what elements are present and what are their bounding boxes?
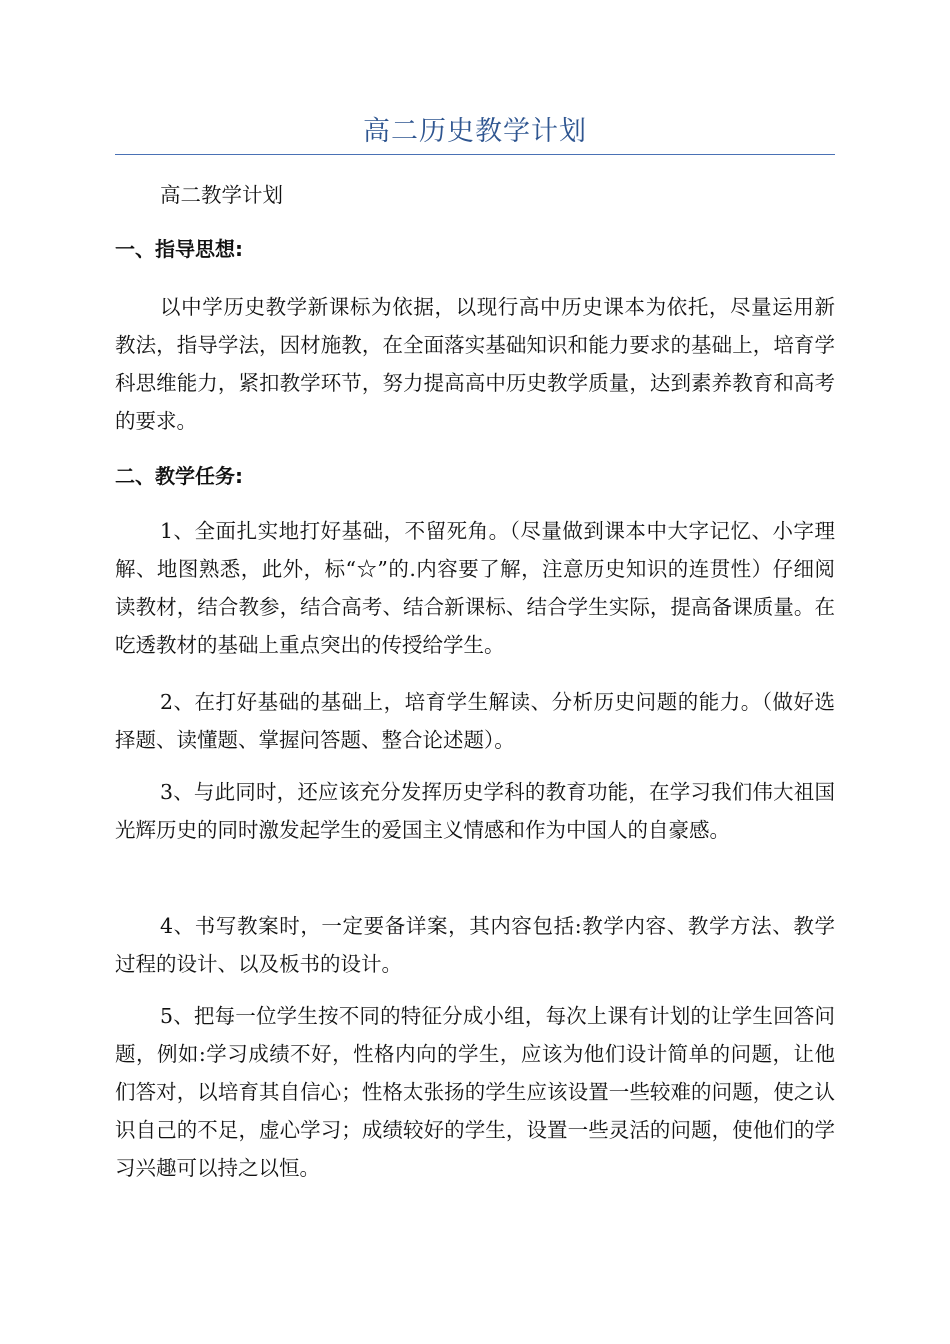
section-heading-teaching-tasks: 二、教学任务: bbox=[115, 464, 243, 488]
document-title: 高二历史教学计划 bbox=[363, 116, 587, 147]
task-item: 5、把每一位学生按不同的特征分成小组，每次上课有计划的让学生回答问题，例如:学习成绩不好，性格内向的学生，应该为他们设计简单的问题，让他们答对，以培育其自信心；性格太张扬的学生应该设置一些较难的问题，使之认识自己的不足，虚心学习；成绩较好的学生，设置一些灵活的问题，使他们的学习兴趣可以持之以恒。 bbox=[115, 1004, 835, 1180]
document-subtitle: 高二教学计划 bbox=[160, 183, 283, 207]
section-body-guiding-thought: 以中学历史教学新课标为依据，以现行高中历史课本为依托，尽量运用新教法，指导学法，因材施教，在全面落实基础知识和能力要求的基础上，培育学科思维能力，紧扣教学环节，努力提高高中历史教学质量，达到素养教育和高考的要求。 bbox=[115, 295, 835, 433]
task-item: 2、在打好基础的基础上，培育学生解读、分析历史问题的能力。（做好选择题、读懂题、掌握问答题、整合论述题）。 bbox=[115, 690, 835, 752]
title-underline bbox=[115, 154, 835, 155]
task-item: 4、书写教案时，一定要备详案，其内容包括:教学内容、教学方法、教学过程的设计、以及板书的设计。 bbox=[115, 914, 835, 976]
section-heading-guiding-thought: 一、指导思想: bbox=[115, 237, 243, 261]
task-item: 1、全面扎实地打好基础，不留死角。（尽量做到课本中大字记忆、小字理解、地图熟悉，此外，标“☆”的.内容要了解，注意历史知识的连贯性）仔细阅读教材，结合教参，结合高考、结合新课标、结合学生实际，提高备课质量。在吃透教材的基础上重点突出的传授给学生。 bbox=[115, 519, 835, 657]
task-item: 3、与此同时，还应该充分发挥历史学科的教育功能，在学习我们伟大祖国光辉历史的同时激发起学生的爱国主义情感和作为中国人的自豪感。 bbox=[115, 780, 835, 842]
